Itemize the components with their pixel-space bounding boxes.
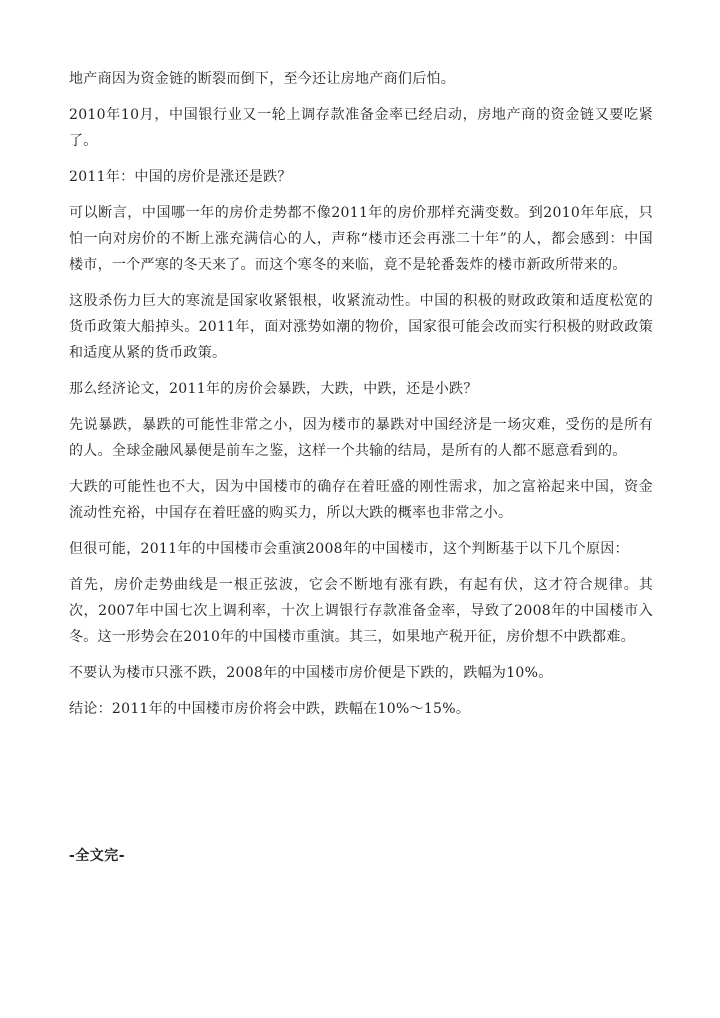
paragraph-12: 结论：2011年的中国楼市房价将会中跌，跌幅在10%～15%。	[69, 701, 471, 717]
end-of-article-mark: -全文完-	[69, 848, 126, 864]
paragraph-6: 那么经济论文，2011年的房价会暴跌，大跌，中跌，还是小跌？	[69, 381, 478, 397]
paragraph-1: 地产商因为资金链的断裂而倒下，至今还让房地产商们后怕。	[69, 71, 456, 87]
paragraph-4: 可以断言，中国哪一年的房价走势都不像2011年的房价那样充满变数。到2010年年底，只怕一向对房价的不断上涨充满信心的人，声称“楼市还会再涨二十年”的人，都会感到：中国楼市，一个严寒的冬天来了。而这个寒冬的来临，竟不是轮番轰炸的楼市新政所带来的。	[69, 205, 653, 273]
article-body	[69, 66, 653, 732]
paragraph-3: 2011年：中国的房价是涨还是跌？	[69, 169, 292, 185]
paragraph-10: 首先，房价走势曲线是一根正弦波，它会不断地有涨有跌，有起有伏，这才符合规律。其次，2007年中国七次上调利率，十次上调银行存款准备金率，导致了2008年的中国楼市入冬。这一形势会在2010年的中国楼市重演。其三，如果地产税开征，房价想不中跌都难。	[69, 577, 653, 645]
paragraph-11: 不要认为楼市只涨不跌，2008年的中国楼市房价便是下跌的，跌幅为10%。	[69, 665, 553, 681]
paragraph-5: 这股杀伤力巨大的寒流是国家收紧银根，收紧流动性。中国的积极的财政政策和适度松宽的货币政策大船掉头。2011年，面对涨势如潮的物价，国家很可能会改而实行积极的财政政策和适度从紧的货币政策。	[69, 293, 653, 361]
paragraph-9: 但很可能，2011年的中国楼市会重演2008年的中国楼市，这个判断基于以下几个原因：	[69, 541, 629, 557]
paragraph-8: 大跌的可能性也不大，因为中国楼市的确存在着旺盛的刚性需求，加之富裕起来中国，资金流动性充裕，中国存在着旺盛的购买力，所以大跌的概率也非常之小。	[69, 479, 653, 521]
paragraph-2: 2010年10月，中国银行业又一轮上调存款准备金率已经启动，房地产商的资金链又要吃紧了。	[69, 107, 653, 149]
paragraph-7: 先说暴跌，暴跌的可能性非常之小，因为楼市的暴跌对中国经济是一场灾难，受伤的是所有的人。全球金融风暴便是前车之鉴，这样一个共输的结局，是所有的人都不愿意看到的。	[69, 417, 653, 459]
